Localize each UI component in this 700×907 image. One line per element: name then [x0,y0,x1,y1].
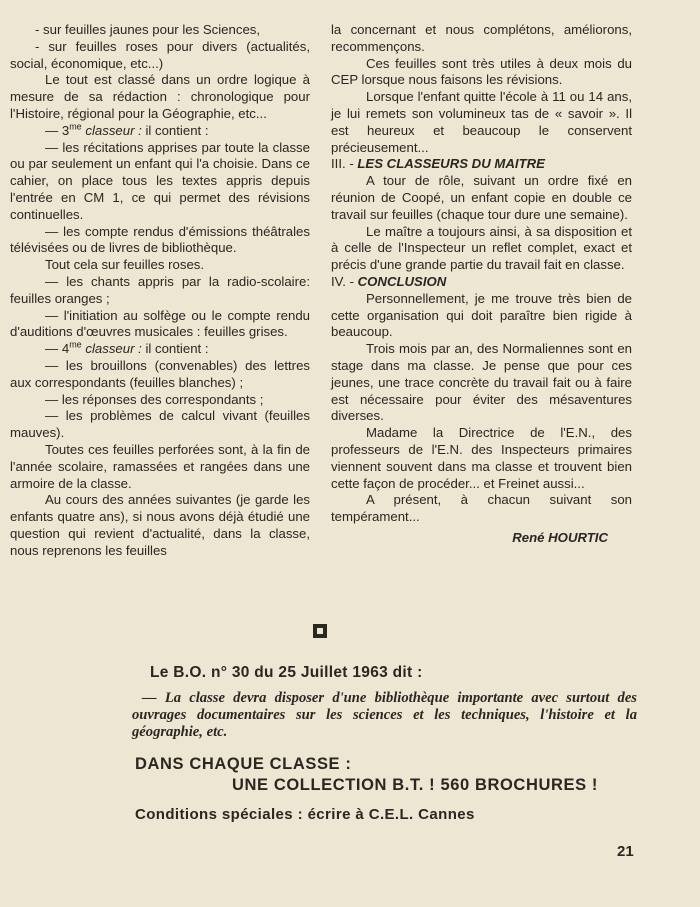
paragraph: — l'initiation au solfège ou le compte rendu d'auditions d'œuvres musicales : feuilles grises. [10,307,310,340]
author-signature: René HOURTIC [512,529,608,545]
page-number: 21 [617,843,634,860]
paragraph: A tour de rôle, suivant un ordre fixé en réunion de Coopé, un enfant copie en double ce travail sur feuilles (chaque tour dure une semaine). [331,173,632,222]
paragraph: — les problèmes de calcul vivant (feuilles mauves). [10,408,310,441]
section-number: III. - [331,156,358,172]
paragraph: - sur feuilles roses pour divers (actualités, social, économique, etc...) [10,38,310,71]
paragraph: Lorsque l'enfant quitte l'école à 11 ou 14 ans, je lui remets son volumineux tas de « savoir ». Il est heureux et beaucoup le conservent précieusement... [331,89,632,155]
section-heading-classeur-4 [10,341,310,358]
paragraph: Tout cela sur feuilles roses. [45,257,205,273]
classeur-prefix: — 3 [45,122,70,138]
paragraph: la concernant et nous complétons, améliorons, recommençons. [331,22,632,54]
left-column [10,22,310,560]
ad-conditions: Conditions spéciales : écrire à C.E.L. Cannes [135,806,475,823]
paragraph: - sur feuilles jaunes pour les Sciences, [35,22,261,37]
classeur-rest: il contient : [141,122,209,138]
section-heading-3 [331,156,632,173]
paragraph: — les récitations apprises par toute la classe ou par seulement un enfant qui l'a choisie. Dans ce cahier, on place tous les textes appris depuis l'entrée en CM 1, ce qui permet des révisions continuelles. [10,139,310,222]
classeur-rest: il contient : [141,341,209,357]
quote-text: — La classe devra disposer d'une bibliothèque importante avec surtout des ouvrages documentaires sur les sciences et les techniques, l'histoire et la géographie, etc. [132,690,637,740]
paragraph: Toutes ces feuilles perforées sont, à la fin de l'année scolaire, ramassées et rangées dans une armoire de la classe. [10,441,310,491]
section-number: IV. - [331,273,358,289]
paragraph: Au cours des années suivantes (je garde les enfants quatre ans), si nous avons déjà étudié une question qui revient d'actualité, dans la classe, nous reprenons les feuilles [10,492,310,558]
bo-heading: Le B.O. n° 30 du 25 Juillet 1963 dit : [150,664,423,681]
separator-square-icon [313,624,327,638]
paragraph: A présent, à chacun suivant son tempérament... [331,492,632,525]
paragraph: Personnellement, je me trouve très bien de cette organisation qui doit paraître bien rigide à beaucoup. [331,290,632,340]
paragraph: — les chants appris par la radio-scolaire: feuilles oranges ; [10,273,310,306]
ad-headline-line2: UNE COLLECTION B.T. ! 560 BROCHURES ! [232,776,598,794]
bo-quote [132,690,637,741]
paragraph: — les réponses des correspondants ; [45,391,264,407]
paragraph: Le maître a toujours ainsi, à sa disposition et à celle de l'Inspecteur un reflet complet, exact et précis d'une grande partie du travail fait en classe. [331,223,632,273]
paragraph: Madame la Directrice de l'E.N., des professeurs de l'E.N. des Inspecteurs primaires viennent souvent dans ma classe et trouvent bien cette façon de procéder... et Freinet aussi... [331,425,632,491]
section-heading-4 [331,274,632,291]
paragraph: Trois mois par an, des Normaliennes sont en stage dans ma classe. Je pense que pour ces jeunes, une trace concrète du travail fait ou à faire est nécessaire pour éviter des mésaventures diverses. [331,341,632,424]
section-title: LES CLASSEURS DU MAITRE [357,156,545,172]
classeur-prefix: — 4 [45,341,70,357]
paragraph: Le tout est classé dans un ordre logique à mesure de sa rédaction : chronologique pour l'Histoire, régional pour la Géographie, etc... [10,72,310,121]
paragraph: Ces feuilles sont très utiles à deux mois du CEP lorsque nous faisons les révisions. [331,55,632,88]
classeur-ordinal: me [69,121,82,132]
classeur-label: classeur : [85,122,142,138]
paragraph: — les brouillons (convenables) des lettres aux correspondants (feuilles blanches) ; [10,357,310,390]
ad-headline-line1: DANS CHAQUE CLASSE : [135,755,352,773]
paragraph: — les compte rendus d'émissions théâtrales télévisées ou de livres de bibliothèque. [10,223,310,256]
right-column [331,22,632,547]
classeur-ordinal: me [69,339,82,350]
section-title: CONCLUSION [357,273,447,289]
section-heading-classeur-3 [10,123,310,140]
classeur-label: classeur : [85,341,142,357]
